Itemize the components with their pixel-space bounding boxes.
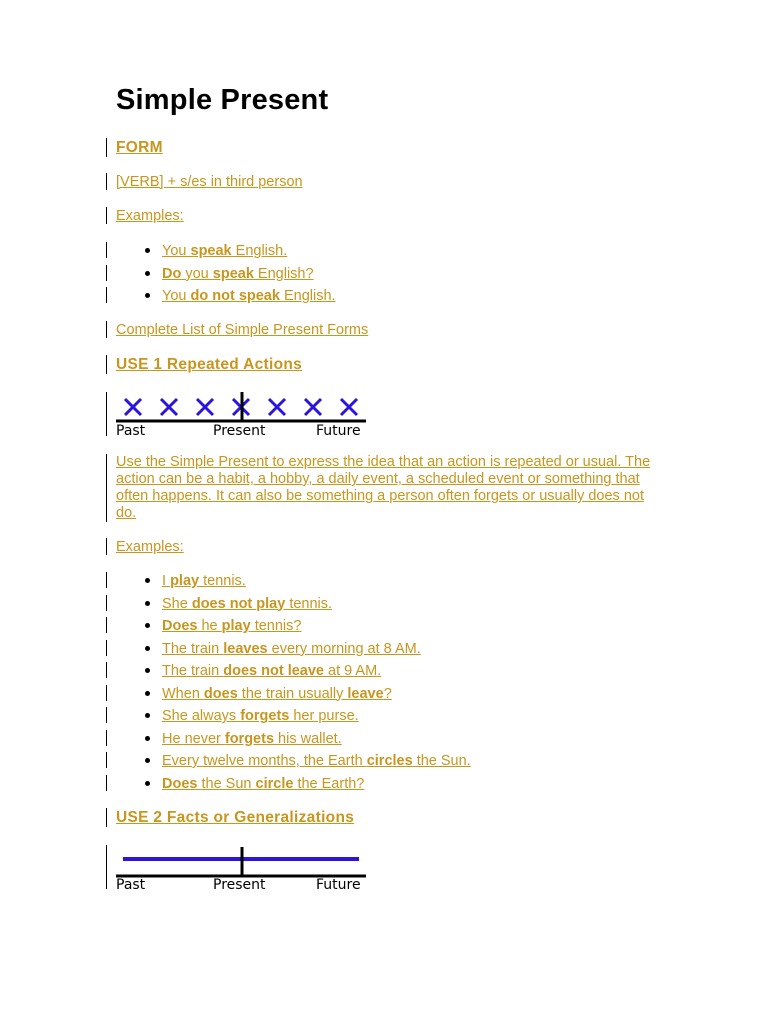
repeated-action-x-mark (341, 399, 357, 415)
repeated-action-x-mark (125, 399, 141, 415)
timeline-label-present: Present (213, 423, 266, 439)
margin-bar (106, 775, 107, 791)
use1-examples-label[interactable]: Examples: (116, 539, 184, 555)
example-verb: Does (162, 618, 198, 634)
example-verb: leave (347, 685, 384, 702)
example-text: the Sun. (412, 753, 471, 769)
form-examples-label[interactable]: Examples: (116, 208, 184, 224)
example-verb: does not leave (223, 663, 324, 679)
margin-bar (106, 707, 107, 723)
use1-description-link[interactable]: Use the Simple Present to express the idea that an action is repeated or usual. The action can be a habit, a hobby, a daily event, a scheduled event or something that often happens. It can also be something a person often forgets or usually does not do. (116, 454, 651, 521)
example-verb: forgets (240, 708, 290, 724)
margin-bar (106, 685, 107, 701)
example-verb: play (170, 573, 200, 589)
example-item[interactable] (116, 265, 336, 288)
example-text: the train usually (237, 685, 348, 702)
example-text: his wallet. (274, 730, 342, 747)
example-verb: circles (366, 753, 413, 769)
margin-bar (106, 617, 107, 633)
margin-bar (106, 392, 107, 436)
example-text: I (162, 573, 171, 589)
form-formula-link[interactable]: [VERB] + s/es in third person (116, 174, 303, 190)
margin-bar (106, 321, 107, 338)
use1-timeline-diagram (116, 392, 370, 440)
margin-bar (106, 242, 107, 258)
margin-bar (106, 138, 107, 157)
example-verb: does not play (191, 595, 286, 612)
margin-bar (106, 808, 107, 827)
example-verb: Does (162, 775, 198, 792)
margin-bar (106, 595, 107, 611)
example-text: You (162, 288, 191, 304)
repeated-action-x-mark (197, 399, 213, 415)
margin-bar (106, 845, 107, 889)
example-verb: circle (255, 775, 294, 792)
timeline-label-present: Present (213, 877, 266, 893)
timeline-label-past: Past (116, 423, 146, 439)
margin-bar (106, 640, 107, 656)
example-text: He never (162, 730, 225, 747)
repeated-action-x-mark (269, 399, 285, 415)
use1-heading-link[interactable]: USE 1 Repeated Actions (116, 356, 303, 373)
example-verb: forgets (224, 730, 275, 747)
example-item[interactable] (116, 685, 471, 708)
repeated-action-x-mark (161, 399, 177, 415)
use2-heading-link[interactable]: USE 2 Facts or Generalizations (116, 809, 355, 826)
example-item[interactable] (116, 707, 471, 730)
example-text: tennis? (250, 618, 302, 634)
example-verb: play (221, 618, 251, 634)
example-verb: does (203, 685, 238, 702)
example-text: Every twelve months, the Earth (162, 753, 367, 769)
margin-bar (106, 355, 107, 374)
example-item[interactable] (116, 662, 471, 685)
margin-bar (106, 265, 107, 281)
complete-list-link[interactable]: Complete List of Simple Present Forms (116, 322, 369, 338)
example-text: She (162, 595, 192, 612)
example-text: you (181, 265, 213, 282)
timeline-label-future: Future (316, 877, 361, 893)
margin-bar (106, 662, 107, 678)
example-text: he (197, 618, 222, 634)
example-verb: leaves (223, 640, 268, 657)
use1-examples-list (116, 572, 471, 797)
margin-bar (106, 454, 107, 522)
margin-bar (106, 538, 107, 555)
example-text: every morning at 8 AM. (267, 640, 421, 657)
example-item[interactable] (116, 595, 471, 618)
timeline-label-past: Past (116, 877, 146, 893)
example-text: The train (162, 640, 224, 657)
example-verb: Do (162, 265, 182, 282)
example-text: She always (162, 708, 241, 724)
repeated-action-x-mark (305, 399, 321, 415)
margin-bar (106, 730, 107, 746)
margin-bar (106, 572, 107, 588)
example-item[interactable] (116, 752, 471, 775)
example-text: You (162, 243, 191, 259)
margin-bar (106, 287, 107, 303)
margin-bar (106, 207, 107, 224)
example-text: the Earth? (293, 775, 365, 792)
example-text: English. (279, 288, 336, 304)
example-text: ? (383, 685, 392, 702)
example-text: English? (253, 265, 314, 282)
example-item[interactable] (116, 640, 471, 663)
margin-bar (106, 173, 107, 190)
example-text: English. (231, 243, 288, 259)
example-text: When (162, 685, 204, 702)
example-text: her purse. (289, 708, 359, 724)
margin-bar (106, 752, 107, 768)
example-item[interactable] (116, 572, 471, 595)
page-title: Simple Present (116, 84, 329, 116)
example-text: tennis. (199, 573, 246, 589)
example-text: at 9 AM. (323, 663, 382, 679)
form-heading-link[interactable]: FORM (116, 139, 163, 156)
example-verb: speak (190, 243, 232, 259)
example-verb: do not speak (190, 288, 280, 304)
example-text: the Sun (197, 775, 256, 792)
use2-timeline-diagram (116, 845, 370, 893)
example-item[interactable] (116, 287, 336, 310)
example-item[interactable] (116, 242, 336, 265)
example-item[interactable] (116, 775, 471, 798)
form-examples-list (116, 242, 336, 310)
example-verb: speak (212, 265, 254, 282)
example-text: tennis. (285, 595, 333, 612)
example-text: The train (162, 663, 224, 679)
timeline-label-future: Future (316, 423, 361, 439)
example-item[interactable] (116, 617, 471, 640)
example-item[interactable] (116, 730, 471, 753)
